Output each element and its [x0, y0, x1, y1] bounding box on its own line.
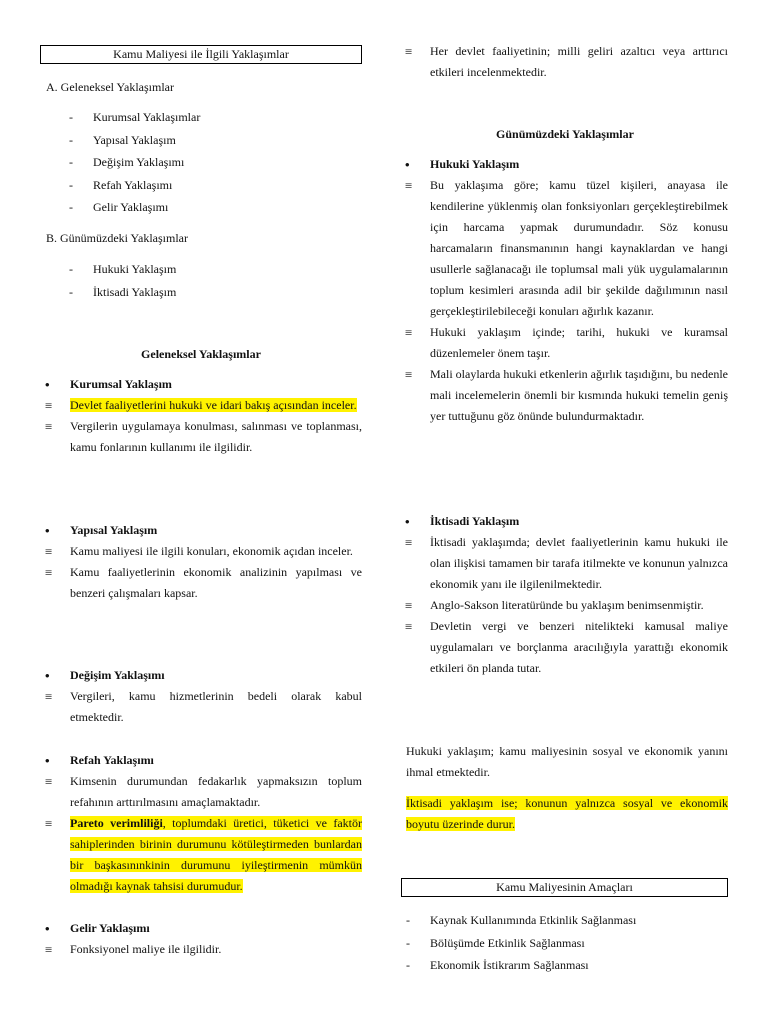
- goals-title-box: [401, 878, 728, 897]
- dash-icon: -: [69, 177, 73, 192]
- list-item: - Yapısal Yaklaşım: [40, 129, 362, 152]
- refah-p1: ≡ Kimsenin durumundan fedakarlık yapmaksızın toplum refahının arttırılmasını amaçlamaktadır.: [40, 771, 362, 813]
- yapisal-title: • Yapısal Yaklaşım: [40, 520, 362, 541]
- bullet-icon: •: [45, 921, 50, 936]
- list-item: - Ekonomik İstikrarım Sağlanması: [402, 954, 728, 977]
- refah-block: [40, 750, 362, 897]
- section-title: Kamu Maliyesi ile İlgili Yaklaşımlar: [113, 47, 289, 61]
- kurumsal-p2: ≡ Vergilerin uygulamaya konulması, salınması ve toplanması, kamu fonlarının kullanımı ile ilgilidir.: [40, 416, 362, 458]
- traditional-heading: Geleneksel Yaklaşımlar: [141, 347, 261, 361]
- dash-icon: -: [406, 935, 410, 950]
- gelir-p1: ≡ Fonksiyonel maliye ile ilgilidir.: [40, 939, 362, 960]
- summary-iktisadi: İktisadi yaklaşım ise; konunun yalnızca sosyal ve ekonomik boyutu üzerinde durur.: [406, 796, 728, 831]
- dash-icon: -: [69, 110, 73, 124]
- goals-title: Kamu Maliyesinin Amaçları: [496, 880, 633, 894]
- iktisadi-title: • İktisadi Yaklaşım: [400, 511, 728, 532]
- equiv-icon: ≡: [405, 619, 413, 634]
- section-a-heading: A. Geleneksel Yaklaşımlar: [46, 80, 174, 94]
- yapisal-p2: ≡ Kamu faaliyetlerinin ekonomik analizinin yapılması ve benzeri çalışmaları kapsar.: [40, 562, 362, 604]
- dash-icon: -: [69, 284, 73, 299]
- equiv-icon: ≡: [405, 367, 413, 382]
- dash-icon: -: [69, 262, 73, 276]
- bullet-icon: •: [405, 157, 410, 172]
- list-item: - Hukuki Yaklaşım: [40, 258, 362, 281]
- equiv-icon: ≡: [405, 598, 413, 613]
- kurumsal-title: • Kurumsal Yaklaşım: [40, 374, 362, 395]
- equiv-icon: ≡: [45, 942, 53, 957]
- iktisadi-block: [400, 511, 728, 679]
- bullet-icon: •: [45, 668, 50, 683]
- yapisal-p1: ≡ Kamu maliyesi ile ilgili konuları, ekonomik açıdan inceler.: [40, 541, 362, 562]
- dash-icon: -: [69, 200, 73, 214]
- equiv-icon: ≡: [45, 544, 53, 559]
- section-title-box: [40, 45, 362, 64]
- summary-hukuki: Hukuki yaklaşım; kamu maliyesinin sosyal ve ekonomik yanını ihmal etmektedir.: [406, 744, 728, 779]
- iktisadi-p3: ≡ Devletin vergi ve benzeri nitelikteki kamusal maliye uygulamaları ve borçlanma aracılığıyla yarattığı ekonomik etkileri ön planda tutar.: [400, 616, 728, 679]
- degisim-p1: ≡ Vergileri, kamu hizmetlerinin bedeli olarak kabul etmektedir.: [40, 686, 362, 728]
- list-item: - Refah Yaklaşımı: [40, 174, 362, 197]
- equiv-icon: ≡: [45, 565, 53, 580]
- equiv-icon: ≡: [45, 774, 53, 789]
- modern-heading: Günümüzdeki Yaklaşımlar: [496, 127, 634, 141]
- dash-icon: -: [69, 155, 73, 169]
- equiv-icon: ≡: [45, 689, 53, 704]
- bullet-icon: •: [45, 753, 50, 768]
- bullet-icon: •: [45, 377, 50, 392]
- list-item: - İktisadi Yaklaşım: [40, 281, 362, 304]
- yapisal-block: [40, 520, 362, 604]
- equiv-icon: ≡: [405, 44, 413, 59]
- hukuki-title: • Hukuki Yaklaşım: [400, 154, 728, 175]
- hukuki-p2: ≡ Hukuki yaklaşım içinde; tarihi, hukuki ve kuramsal düzenlemeler önem taşır.: [400, 322, 728, 364]
- refah-title: • Refah Yaklaşımı: [40, 750, 362, 771]
- equiv-icon: ≡: [45, 816, 53, 831]
- list-item: - Değişim Yaklaşımı: [40, 151, 362, 174]
- degisim-block: [40, 665, 362, 728]
- list-a: [40, 106, 362, 219]
- bullet-icon: •: [405, 514, 410, 529]
- list-item: - Kaynak Kullanımında Etkinlik Sağlanması: [402, 909, 728, 932]
- goals-list: [402, 909, 728, 977]
- equiv-icon: ≡: [405, 178, 413, 193]
- iktisadi-p2: ≡ Anglo-Sakson literatüründe bu yaklaşım benimsenmiştir.: [400, 595, 728, 616]
- list-b: [40, 258, 362, 303]
- section-b-heading: B. Günümüzdeki Yaklaşımlar: [46, 231, 188, 245]
- list-item: - Bölüşümde Etkinlik Sağlanması: [402, 932, 728, 955]
- dash-icon: -: [406, 913, 410, 927]
- refah-p2: ≡ Pareto verimliliği, toplumdaki üretici, tüketici ve faktör sahiplerinden birinin durumunu kötüleştirmeden bunlardan bir başkasınınkinin durumunu iyileştirmenin mümkün olmadığı kaynak tahsisi durumudur.: [40, 813, 362, 897]
- equiv-icon: ≡: [405, 535, 413, 550]
- hukuki-p1: ≡ Bu yaklaşıma göre; kamu tüzel kişileri, anayasa ile kendilerine yüklenmiş olan fonksiyonları gerçekleştirebilmek için harcama yapmak durumundadır. Söz konusu harcamaların finansmanının hangi kaynaklardan ve hangi usullerle sağlanacağı ile toplumsal mali yük uygulamalarının toplum kesimleri arasında adil bir şekilde dağılımının nasıl gerçekleştirilebileceği konuları ağırlık kazanır.: [400, 175, 728, 322]
- kurumsal-block: [40, 374, 362, 458]
- equiv-icon: ≡: [45, 398, 53, 413]
- degisim-title: • Değişim Yaklaşımı: [40, 665, 362, 686]
- gelir-block: [40, 918, 362, 960]
- dash-icon: -: [69, 132, 73, 147]
- hukuki-p3: ≡ Mali olaylarda hukuki etkenlerin ağırlık taşıdığını, bu nedenle mali incelemelerin önemli bir kısmında hukuki temelin geniş yer tuttuğunu göz önünde bulundurmaktadır.: [400, 364, 728, 427]
- bullet-icon: •: [45, 523, 50, 538]
- top-paragraph: ≡ Her devlet faaliyetinin; milli geliri azaltıcı veya arttırıcı etkileri incelenmektedir.: [400, 41, 728, 83]
- kurumsal-p1: ≡ Devlet faaliyetlerini hukuki ve idari bakış açısından inceler.: [40, 395, 362, 416]
- equiv-icon: ≡: [405, 325, 413, 340]
- iktisadi-p1: ≡ İktisadi yaklaşımda; devlet faaliyetlerinin kamu hukuki ile olan ilişkisi tamamen bir tarafa itilmekte ve konunun yalnızca ekonomik yanı ile ilgilenilmektedir.: [400, 532, 728, 595]
- hukuki-block: [400, 154, 728, 427]
- dash-icon: -: [406, 958, 410, 972]
- list-item: - Gelir Yaklaşımı: [40, 196, 362, 219]
- list-item: - Kurumsal Yaklaşımlar: [40, 106, 362, 129]
- equiv-icon: ≡: [45, 419, 53, 434]
- gelir-title: • Gelir Yaklaşımı: [40, 918, 362, 939]
